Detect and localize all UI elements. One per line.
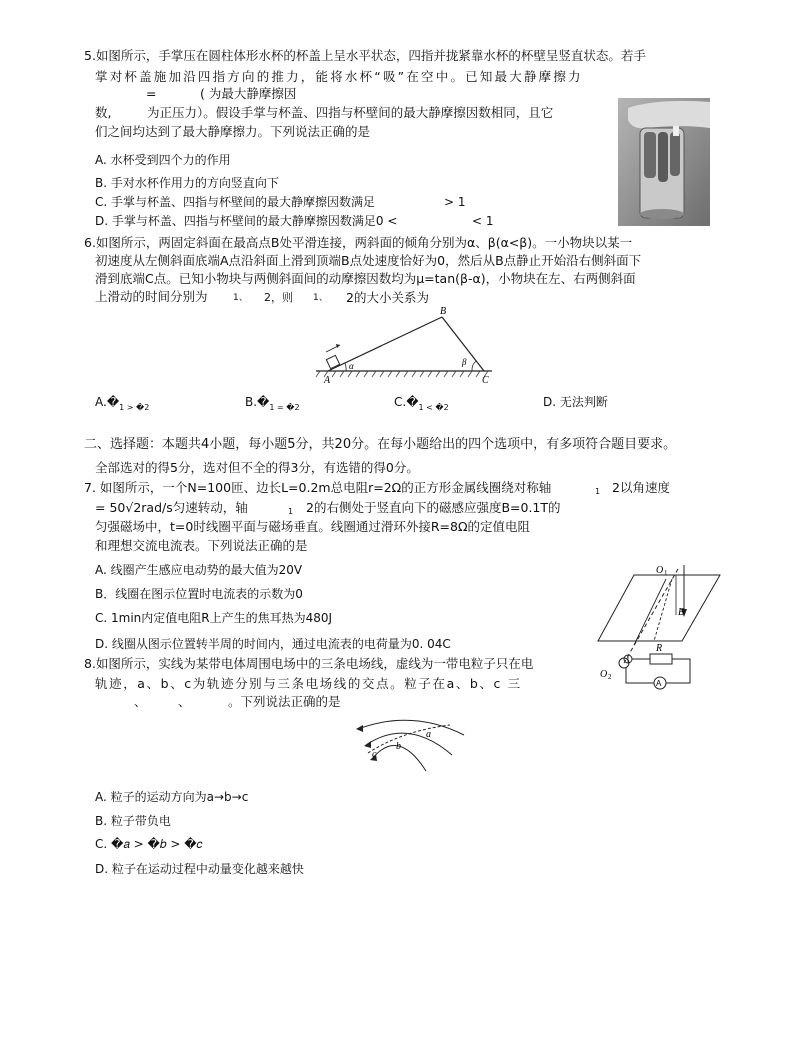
q8-option-d: D. 粒子在运动过程中动量变化越来越快 bbox=[95, 862, 304, 876]
q6-line-1: 6.如图所示，两固定斜面在最高点B处平滑连接，两斜面的倾角分别为α、β(α<β)。一小物块以某一 bbox=[84, 235, 633, 250]
q8-option-a: A. 粒子的运动方向为a→b→c bbox=[95, 790, 249, 804]
q8-option-c: C. �𝑎 > �𝑏 > �𝑐 bbox=[95, 837, 203, 851]
q7-option-a: A. 线圈产生感应电动势的最大值为20V bbox=[95, 563, 303, 577]
q7-line-3: 匀强磁场中，t=0时线圈平面与磁场垂直。线圈通过滑环外接R=8Ω的定值电阻 bbox=[95, 519, 530, 534]
q5-line-4b: 为正压力）。假设手掌与杯盖、四指与杯壁间的最大静摩擦因数相同，且它 bbox=[147, 105, 554, 120]
coil-field-figure bbox=[594, 555, 724, 695]
field-lines-figure bbox=[352, 715, 470, 777]
q6-option-d: D. 无法判断 bbox=[543, 395, 608, 409]
label-beta: β bbox=[462, 357, 467, 367]
q6-line-4b: 1、 bbox=[233, 293, 248, 303]
label-b-point: b bbox=[396, 741, 401, 752]
q7-line-2b: 1 bbox=[288, 507, 294, 516]
q5-line-2: 掌对杯盖施加沿四指方向的推力，能将水杯“吸”在空中。已知最大静摩擦力 bbox=[95, 69, 583, 84]
q5-line-3a: = bbox=[146, 86, 157, 101]
section2-line-2: 全部选对的得5分，选对但不全的得3分，有选错的得0分。 bbox=[95, 460, 419, 475]
q6-line-4d: 1、 bbox=[313, 293, 328, 303]
q5-option-a: A. 水杯受到四个力的作用 bbox=[95, 153, 231, 167]
q8-line-3a: 、 bbox=[134, 694, 147, 709]
q6-line-4c: 2，则 bbox=[264, 291, 293, 304]
hand-cup-photo bbox=[618, 98, 710, 226]
label-o1-sub: 1 bbox=[664, 569, 668, 577]
q7-option-b: B．线圈在图示位置时电流表的示数为0 bbox=[95, 587, 303, 601]
label-c-point: c bbox=[372, 749, 377, 760]
label-a-point: a bbox=[426, 729, 431, 740]
q7-line-1c: 2以角速度 bbox=[612, 480, 670, 495]
q5-option-d: D. 手掌与杯盖、四指与杯壁间的最大静摩擦因数满足0 < bbox=[95, 214, 398, 228]
q5-option-d-end: < 1 bbox=[472, 214, 494, 228]
q5-line-4a: 数, bbox=[95, 105, 112, 120]
label-b: B bbox=[440, 306, 447, 317]
q6-option-a: $A.�_{1 > �2}$ bbox=[95, 395, 150, 412]
q7-line-2a: = 50√2rad/s匀速转动，轴 bbox=[95, 500, 248, 515]
label-r: R bbox=[656, 643, 663, 654]
q7-option-c: C. 1min内定值电阻R上产生的焦耳热为480J bbox=[95, 611, 333, 625]
label-o1: O bbox=[656, 565, 664, 576]
q8-option-b: B. 粒子带负电 bbox=[95, 814, 171, 828]
q5-option-b: B. 手对水杯作用力的方向竖直向下 bbox=[95, 176, 279, 190]
q7-line-2c: 2的右侧处于竖直向下的磁感应强度B=0.1T的 bbox=[306, 500, 561, 515]
q6-line-4e: 2的大小关系为 bbox=[346, 290, 429, 305]
q6-option-b: $B.�_{1 = �2}$ bbox=[245, 395, 300, 412]
q5-line-5: 们之间均达到了最大静摩擦力。下列说法正确的是 bbox=[95, 124, 371, 139]
q5-line-1: 5.如图所示，手掌压在圆柱体形水杯的杯盖上呈水平状态，四指并拢紧靠水杯的杯壁呈竖直状态。若手 bbox=[84, 48, 646, 63]
q8-line-2: 轨迹，a、b、c为轨迹分别与三条电场线的交点。粒子在a、b、c 三 bbox=[95, 676, 522, 691]
q8-line-3b: 、 bbox=[178, 694, 191, 709]
q5-line-3b: ( 为最大静摩擦因 bbox=[200, 86, 297, 101]
q5-option-c-end: > 1 bbox=[444, 195, 466, 209]
label-a: A bbox=[324, 375, 331, 386]
label-alpha: α bbox=[349, 361, 354, 371]
q6-line-3: 滑到底端C点。已知小物块与两侧斜面间的动摩擦因数均为μ=tan(β-α)，小物块在左、右两侧斜面 bbox=[95, 271, 636, 286]
q7-line-1a: 7. 如图所示，一个N=100匝、边长L=0.2m总电阻r=2Ω的正方形金属线圈绕对称轴 bbox=[84, 480, 552, 495]
ammeter-label: A bbox=[656, 679, 662, 688]
q8-line-3c: 。下列说法正确的是 bbox=[228, 694, 341, 709]
incline-figure bbox=[312, 305, 497, 387]
q7-line-1b: 1 bbox=[595, 487, 601, 496]
q8-line-1: 8.如图所示，实线为某带电体周围电场中的三条电场线，虚线为一带电粒子只在电 bbox=[84, 656, 534, 671]
label-o2-sub: 2 bbox=[608, 673, 612, 681]
q6-line-2: 初速度从左侧斜面底端A点沿斜面上滑到顶端B点处速度恰好为0，然后从B点静止开始沿右侧斜面下 bbox=[95, 253, 642, 268]
q7-line-4: 和理想交流电流表。下列说法正确的是 bbox=[95, 538, 308, 553]
q6-option-c: $C.�_{1 < �2}$ bbox=[394, 395, 449, 412]
q7-option-d: D. 线圈从图示位置转半周的时间内，通过电流表的电荷量为0. 04C bbox=[95, 637, 451, 651]
label-c: C bbox=[482, 375, 489, 386]
section2-line-1: 二、选择题：本题共4小题，每小题5分，共20分。在每小题给出的四个选项中，有多项符合题目要求。 bbox=[84, 437, 677, 452]
q5-option-c: C. 手掌与杯盖、四指与杯壁间的最大静摩擦因数满足 bbox=[95, 195, 376, 209]
q6-line-4a: 上滑动的时间分别为 bbox=[95, 289, 208, 304]
label-o2: O bbox=[600, 669, 608, 680]
label-b-field: B bbox=[678, 607, 685, 618]
